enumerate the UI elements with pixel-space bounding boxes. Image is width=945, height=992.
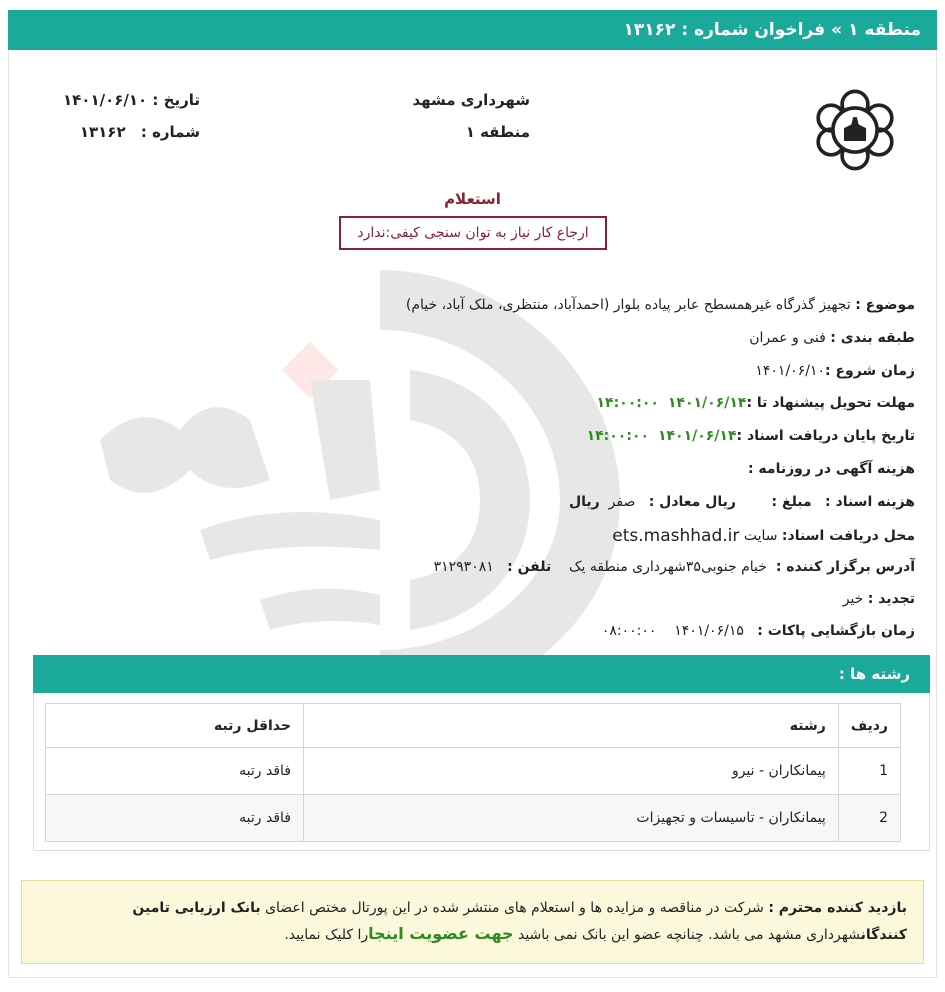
row-field: پیمانکاران - تاسیسات و تجهیزات <box>304 795 839 842</box>
notice-greeting: بازدید کننده محترم : <box>768 900 907 916</box>
column-header-index: ردیف <box>838 704 900 748</box>
header-call-number: ۱۳۱۶۲ <box>623 20 676 40</box>
header-region: منطقه ۱ <box>848 20 921 40</box>
date-label: تاریخ : <box>152 91 200 109</box>
org-region: منطقه ۱ <box>465 123 530 141</box>
join-membership-link[interactable]: جهت عضویت اینجا <box>368 924 514 943</box>
doc-end-date: ۱۴۰۱/۰۶/۱۴ <box>657 428 737 444</box>
subject-label: موضوع : <box>855 297 915 313</box>
letter-number <box>40 123 200 141</box>
start-value: ۱۴۰۱/۰۶/۱۰ <box>755 363 825 379</box>
address-label: آدرس برگزار کننده : <box>775 559 915 575</box>
doc-end-time: ۱۴:۰۰:۰۰ <box>586 428 650 444</box>
doc-place-row <box>612 526 915 546</box>
row-index: 2 <box>838 795 900 842</box>
opening-row <box>602 623 915 639</box>
phone-value: ۳۱۲۹۳۰۸۱ <box>433 559 494 575</box>
page-header-bar <box>8 10 937 50</box>
address-value: خیام جنوبی۳۵شهرداری منطقه یک <box>569 559 767 575</box>
subject-row <box>406 297 915 313</box>
quality-assessment-note: ارجاع کار نیاز به توان سنجی کیفی:ندارد <box>339 216 607 250</box>
notice-text-2: شهرداری مشهد می باشد. چنانچه عضو این بانک نمی باشید <box>517 927 861 943</box>
table-header-row <box>46 704 901 748</box>
doc-end-label: تاریخ پایان دریافت اسناد : <box>736 428 915 444</box>
deadline-time: ۱۴:۰۰:۰۰ <box>596 395 659 411</box>
renewal-label: تجدید : <box>867 591 915 607</box>
opening-date: ۱۴۰۱/۰۶/۱۵ <box>674 623 744 639</box>
page-title: استعلام <box>444 190 501 208</box>
rial-label: ریال <box>569 494 600 510</box>
row-field: پیمانکاران - نیرو <box>304 748 839 795</box>
number-value: ۱۳۱۶۲ <box>79 123 126 141</box>
deadline-date: ۱۴۰۱/۰۶/۱۴ <box>667 395 747 411</box>
zero-value: صفر <box>608 494 636 510</box>
doc-place-label: محل دریافت اسناد: <box>781 528 915 544</box>
letter-date <box>40 91 200 109</box>
renewal-row <box>843 591 915 607</box>
category-row <box>749 330 915 346</box>
address-row <box>434 559 915 575</box>
doc-place-site-link[interactable]: ets.mashhad.ir <box>612 526 740 546</box>
notice-text-1: شرکت در مناقصه و مزایده ها و استعلام های منتشر شده در این پورتال مختص اعضای <box>265 900 764 916</box>
start-label: زمان شروع : <box>824 363 915 379</box>
category-label: طبقه بندی : <box>830 330 915 346</box>
watermark-logo-icon <box>80 250 640 720</box>
doc-end-row <box>587 428 915 444</box>
subject-value: تجهیز گذرگاه غیرهمسطح عابر پیاده بلوار (احمدآباد، منتظری، ملک آباد، خیام) <box>405 297 851 313</box>
table-row <box>46 748 901 795</box>
doc-place-prefix: سایت <box>743 528 778 544</box>
row-min-rank: فاقد رتبه <box>46 795 304 842</box>
opening-time: ۰۸:۰۰:۰۰ <box>601 623 657 639</box>
fields-table-container <box>33 693 930 851</box>
org-name: شهرداری مشهد <box>412 91 530 109</box>
number-label: شماره : <box>140 123 200 141</box>
row-min-rank: فاقد رتبه <box>46 748 304 795</box>
deadline-label: مهلت تحویل پیشنهاد تا : <box>746 395 915 411</box>
header-call-label: فراخوان شماره : <box>681 20 826 40</box>
table-row <box>46 795 901 842</box>
membership-notice <box>21 880 924 964</box>
rial-equiv-label: ریال معادل : <box>648 494 736 510</box>
ad-cost-label: هزینه آگهی در روزنامه : <box>747 461 915 477</box>
column-header-min-rank: حداقل رتبه <box>46 704 304 748</box>
start-row <box>755 363 915 379</box>
fields-section-header: رشته ها : <box>33 655 930 693</box>
ad-cost-row <box>748 461 915 477</box>
deadline-row <box>596 395 915 411</box>
header-separator: » <box>831 20 843 40</box>
column-header-field: رشته <box>304 704 839 748</box>
doc-cost-label: هزینه اسناد : <box>825 494 915 510</box>
opening-label: زمان بازگشایی پاکات : <box>757 623 915 639</box>
renewal-value: خیر <box>842 591 864 607</box>
doc-cost-row <box>569 494 915 510</box>
notice-bank-name: بانک ارزیابی تامین کنندگان <box>132 900 907 943</box>
category-value: فنی و عمران <box>749 330 826 346</box>
fields-table <box>45 703 901 842</box>
notice-text-3: را کلیک نمایید. <box>284 927 369 943</box>
row-index: 1 <box>838 748 900 795</box>
amount-label: مبلغ : <box>771 494 812 510</box>
date-value: ۱۴۰۱/۰۶/۱۰ <box>62 91 148 109</box>
mashhad-municipality-logo-icon <box>809 84 901 176</box>
phone-label: تلفن : <box>507 559 552 575</box>
